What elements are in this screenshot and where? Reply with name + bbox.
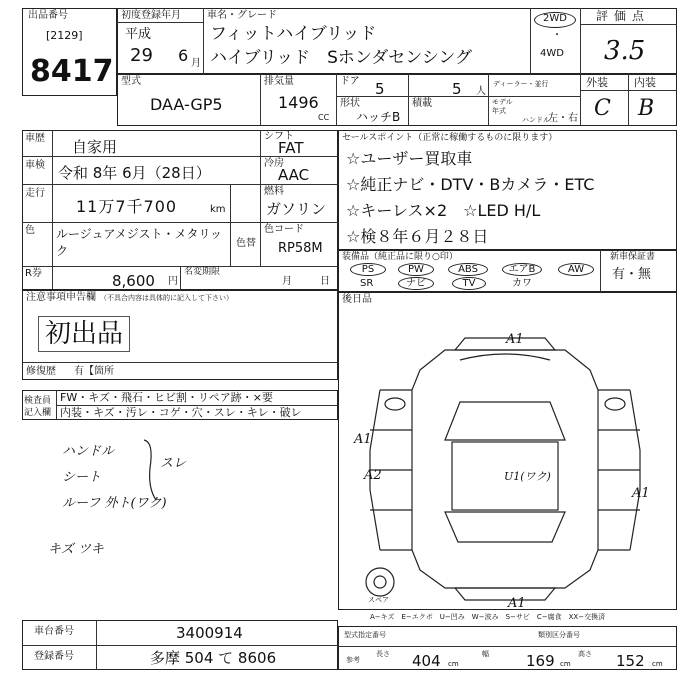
fuel-label: 燃料 — [264, 186, 284, 197]
divider — [180, 266, 181, 290]
chassis-label: 車台番号 — [34, 626, 74, 637]
ref-label: 参考 — [346, 656, 360, 664]
recycle: 8,600 — [112, 272, 155, 290]
equip-tv: TV — [452, 277, 486, 290]
doors-label: ドア — [340, 76, 360, 87]
color-code: RP58M — [278, 241, 323, 256]
divider — [22, 645, 338, 646]
height: 152 — [616, 652, 645, 670]
cc-unit: CC — [318, 113, 330, 122]
divider — [203, 8, 204, 74]
divider — [408, 74, 409, 126]
note-bracket — [140, 438, 164, 502]
car-name: フィットハイブリッド — [210, 24, 377, 44]
divider — [260, 130, 261, 266]
inspect-date: 令和 8年 6月（28日） — [58, 164, 211, 182]
chassis: 3400914 — [176, 624, 243, 642]
damage-mark-2: A1 — [354, 432, 372, 447]
damage-mark-5: A1 — [632, 486, 650, 501]
divider — [600, 250, 601, 292]
notes-label: 注意事項申告欄 — [26, 292, 96, 303]
month-label: 月 — [282, 276, 292, 287]
divider — [336, 74, 337, 126]
shift: FAT — [278, 139, 304, 157]
ext-grade: C — [594, 96, 611, 121]
divider — [22, 222, 338, 223]
eval-score: 3.5 — [604, 36, 646, 66]
divider — [580, 74, 581, 126]
mods-label: 後日品 — [342, 294, 372, 305]
selling-point-1: ☆ユーザー買取車 — [346, 149, 473, 168]
mileage: 11万7千700 — [76, 197, 178, 216]
eval-label: 評価点 — [596, 9, 651, 23]
int-label: 内装 — [634, 76, 656, 89]
divider — [580, 8, 581, 74]
divider — [488, 96, 580, 97]
mileage-label: 走行 — [25, 188, 45, 199]
recycle-label: R券 — [25, 268, 42, 279]
plate-label: 登録番号 — [34, 651, 74, 662]
handle: 左・右 — [548, 113, 578, 124]
km-unit: km — [210, 204, 226, 215]
damage-mark-6: A1 — [508, 596, 526, 611]
divider — [22, 184, 338, 185]
length-unit: cm — [448, 660, 459, 668]
equip-aw: AW — [558, 263, 594, 276]
equip-pw: PW — [398, 263, 434, 276]
day-label: 日 — [320, 276, 330, 287]
month-unit: 月 — [191, 58, 201, 69]
equip-ps: PS — [350, 263, 386, 276]
selling-point-3: ☆キーレス×2 ☆LED H/L — [346, 201, 541, 220]
repair-label: 修復歴 — [26, 366, 56, 377]
equip-navi: ナビ — [398, 277, 434, 290]
grade: ハイブリッド Sホンダセンシング — [210, 48, 473, 68]
divider — [230, 222, 231, 266]
doors: 5 — [375, 80, 385, 98]
ext-label: 外装 — [586, 76, 608, 89]
divider — [336, 96, 488, 97]
yen-unit: 円 — [168, 276, 178, 287]
ac-label: 冷房 — [264, 158, 284, 169]
divider — [230, 184, 231, 222]
repair-value: 有【箇所 — [74, 366, 114, 377]
divider — [22, 362, 338, 363]
int-grade: B — [638, 96, 655, 121]
handle-label: ハンドル — [522, 116, 550, 124]
shift-label: シフト — [264, 131, 294, 142]
shape: ハッチB — [356, 110, 401, 124]
divider — [580, 24, 677, 25]
hand-note-4: キズ ツキ — [48, 542, 104, 557]
spare-label: スペア — [368, 596, 389, 604]
width: 169 — [526, 652, 555, 670]
type-cert-label: 型式指定番号 — [344, 631, 386, 639]
hand-note-right: スレ — [160, 456, 187, 471]
history-label: 車歴 — [25, 133, 45, 144]
divider — [488, 74, 489, 126]
divider — [530, 8, 531, 74]
reg-year: 29 — [130, 45, 153, 66]
equip-sr: SR — [360, 278, 374, 289]
lot-label: 出品番号 — [28, 10, 68, 21]
name-label: 車名・グレード — [207, 10, 277, 21]
divider — [96, 620, 97, 670]
selling-point-2: ☆純正ナビ・DTV・Bカメラ・ETC — [346, 175, 595, 194]
damage-mark-1: A1 — [506, 332, 524, 347]
model: DAA-GP5 — [150, 95, 223, 114]
lot-number: 8417 — [30, 54, 114, 89]
damage-mark-3: A2 — [364, 468, 382, 483]
inspect-label: 車検 — [25, 160, 45, 171]
length-label: 長さ — [376, 650, 390, 658]
plate: 多摩 504 て 8606 — [150, 649, 277, 667]
color-code-label: 色コード — [264, 224, 304, 235]
class-label: 類別区分番号 — [538, 631, 580, 639]
hand-note-2: シート — [62, 470, 102, 485]
inspector-int-line: 内装・キズ・汚レ・コゲ・穴・スレ・キレ・破レ — [60, 406, 302, 419]
inspector-fw-line: FW・キズ・飛石・ヒビ割・リペア跡・×要 — [60, 391, 273, 404]
length: 404 — [412, 652, 441, 670]
first-listing-stamp: 初出品 — [38, 316, 130, 352]
model-label: 型式 — [121, 76, 141, 87]
warranty-label: 新車保証書 — [610, 252, 656, 262]
fuel: ガソリン — [266, 200, 327, 218]
damage-mark-4: U1(ワク) — [504, 470, 551, 483]
width-label: 幅 — [482, 650, 489, 658]
name-change-label: 名変期限 — [184, 267, 221, 277]
divider — [117, 22, 203, 23]
dealer-label: ディーラー・並行 — [493, 80, 549, 88]
first-reg-label: 初度登録年月 — [121, 10, 181, 21]
color: ルージュアメジスト・メタリック — [56, 227, 222, 258]
selling-points-label: セールスポイント（正常に稼働するものに限ります） — [342, 133, 558, 143]
drive-sep: ・ — [552, 30, 562, 41]
warranty: 有・無 — [612, 267, 652, 282]
color-label: 色 — [25, 225, 35, 236]
equip-airbag: エアB — [502, 263, 542, 276]
drive-4wd: 4WD — [540, 48, 564, 59]
height-unit: cm — [652, 660, 663, 668]
divider — [628, 74, 629, 126]
ac: AAC — [278, 166, 310, 184]
divider — [580, 90, 677, 91]
equipment-label: 装備品（純正品に限り○印） — [342, 252, 458, 262]
hand-note-3: ルーフ 外ト(ワク) — [62, 496, 167, 511]
color-change-label: 色替 — [236, 238, 256, 249]
height-label: 高さ — [578, 650, 592, 658]
era: 平成 — [125, 27, 152, 42]
seats: 5 — [452, 80, 462, 98]
divider — [338, 646, 677, 647]
equip-abs: ABS — [448, 263, 488, 276]
disp: 1496 — [278, 93, 319, 112]
model-year-label: モデル年式 — [492, 98, 513, 115]
disp-label: 排気量 — [264, 76, 294, 87]
width-unit: cm — [560, 660, 571, 668]
reg-month: 6 — [178, 46, 189, 65]
selling-point-4: ☆検８年６月２８日 — [346, 227, 489, 246]
inspector-label: 検査員記入欄 — [24, 396, 52, 418]
divider — [260, 74, 261, 126]
notes-sub: （不具合内容は具体的に記入して下さい） — [100, 294, 233, 302]
shape-label: 形状 — [340, 98, 360, 109]
seats-unit: 人 — [476, 86, 486, 97]
drive-2wd: 2WD — [534, 12, 576, 28]
lot-sub: [2129] — [46, 29, 83, 42]
load-label: 積載 — [412, 98, 432, 109]
equip-leather: カワ — [512, 278, 532, 289]
hand-note-1: ハンドル — [62, 444, 115, 459]
damage-legend: A−キズ E−エクボ U−凹み W−波み S−サビ C−腐食 XX−交換済 — [370, 613, 606, 621]
history-value: 自家用 — [72, 138, 118, 156]
